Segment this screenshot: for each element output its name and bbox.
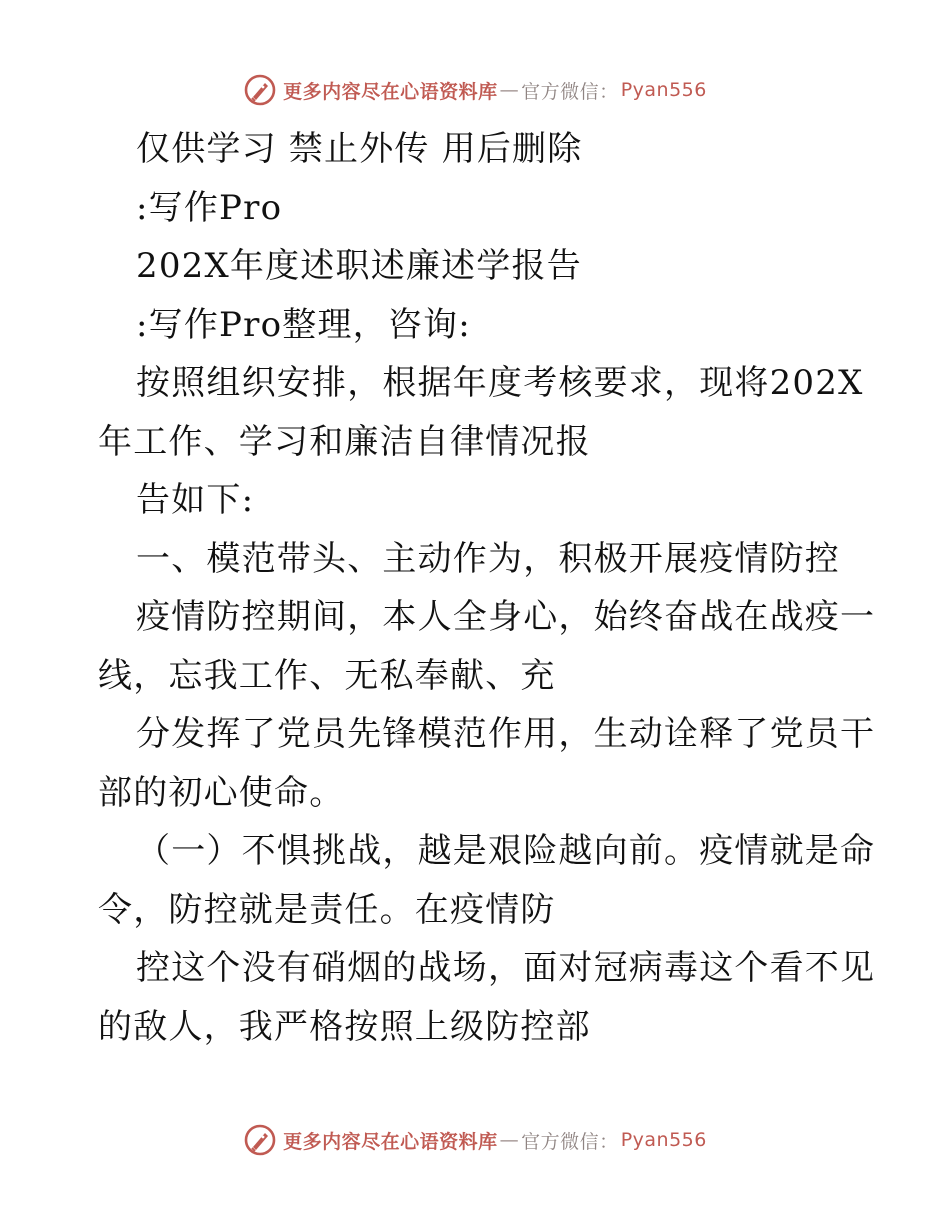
text-line: 仅供学习 禁止外传 用后删除 <box>136 129 583 169</box>
text-line: 年工作、学习和廉洁自律情况报 <box>98 421 591 462</box>
header-watermark <box>0 70 950 110</box>
pen-nib-logo-icon <box>243 1123 277 1157</box>
watermark-separator: — <box>499 1129 520 1151</box>
watermark-separator: — <box>499 79 520 101</box>
pen-nib-logo-icon <box>243 73 277 107</box>
text-line: 控这个没有硝烟的战场，面对冠病毒这个看不见 <box>136 948 876 988</box>
text-line: 按照组织安排，根据年度考核要求，现将202X <box>136 363 864 403</box>
text-line: :写作Pro <box>136 187 283 228</box>
text-line: 疫情防控期间，本人全身心，始终奋战在战疫一 <box>136 597 876 637</box>
watermark-sub-text: 官方微信： <box>521 80 619 103</box>
text-line: :写作Pro整理，咨询: <box>136 304 471 345</box>
watermark-sub-text: 官方微信： <box>521 1130 619 1153</box>
text-line: （一）不惧挑战，越是艰险越向前。疫情就是命 <box>136 831 876 871</box>
watermark-main-text: 更多内容尽在心语资料库 <box>283 80 498 103</box>
footer-watermark <box>0 1120 950 1160</box>
watermark-wechat-id: Pyan556 <box>620 79 707 101</box>
text-line: 分发挥了党员先锋模范作用，生动诠释了党员干 <box>136 714 876 754</box>
document-body <box>98 120 876 1056</box>
text-line: 线，忘我工作、无私奉献、充 <box>98 655 556 696</box>
text-line: 的敌人，我严格按照上级防控部 <box>98 1006 591 1047</box>
text-line: 令，防控就是责任。在疫情防 <box>98 889 556 930</box>
text-line: 部的初心使命。 <box>98 772 345 813</box>
text-line: 一、模范带头、主动作为，积极开展疫情防控 <box>136 538 840 579</box>
watermark-main-text: 更多内容尽在心语资料库 <box>283 1130 498 1153</box>
watermark-wechat-id: Pyan556 <box>620 1129 707 1151</box>
text-line: 202X年度述职述廉述学报告 <box>136 246 582 286</box>
text-line: 告如下: <box>136 480 255 520</box>
